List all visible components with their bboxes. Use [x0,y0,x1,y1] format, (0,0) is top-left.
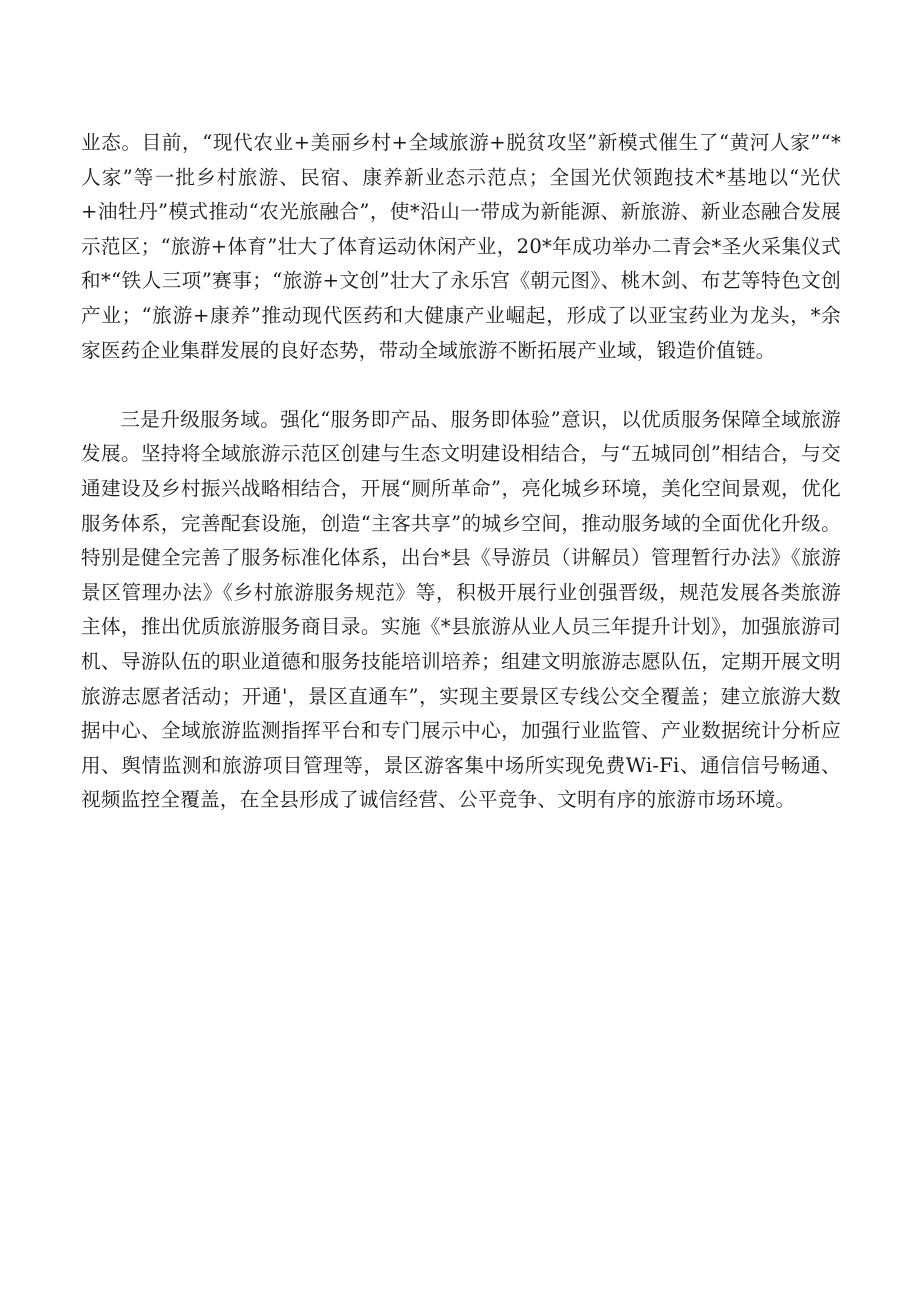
paragraph-continuation: 业态。目前，“现代农业+美丽乡村+全域旅游+脱贫攻坚”新模式催生了“黄河人家”“*人家”等一批乡村旅游、民宿、康养新业态示范点；全国光伏领跑技术*基地以“光伏+油牡丹”模式推动“农光旅融合”，使*沿山一带成为新能源、新旅游、新业态融合发展示范区；“旅游+体育”壮大了体育运动休闲产业，20*年成功举办二青会*圣火采集仪式和*“铁人三项”赛事；“旅游+文创”壮大了永乐宫《朝元图》、桃木剑、布艺等特色文创产业；“旅游+康养”推动现代医药和大健康产业崛起，形成了以亚宝药业为龙头，*余家医药企业集群发展的良好态势，带动全域旅游不断拓展产业域，锻造价值链。 [81,131,841,362]
paragraph-service-domain: 三是升级服务域。强化“服务即产品、服务即体验”意识，以优质服务保障全域旅游发展。坚持将全域旅游示范区创建与生态文明建设相结合，与“五城同创”相结合，与交通建设及乡村振兴战略相结合，开展“厕所革命”，亮化城乡环境，美化空间景观，优化服务体系，完善配套设施，创造“主客共享”的城乡空间，推动服务域的全面优化升级。特别是健全完善了服务标准化体系，出台*县《导游员（讲解员）管理暂行办法》《旅游景区管理办法》《乡村旅游服务规范》等，积极开展行业创强晋级，规范发展各类旅游主体，推出优质旅游服务商目录。实施《*县旅游从业人员三年提升计划》，加强旅游司机、导游队伍的职业道德和服务技能培训培养；组建文明旅游志愿队伍，定期开展文明旅游志愿者活动；开通'，景区直通车”，实现主要景区专线公交全覆盖；建立旅游大数据中心、全域旅游监测指挥平台和专门展示中心，加强行业监管、产业数据统计分析应用、舆情监测和旅游项目管理等，景区游客集中场所实现免费Wi-Fi、通信信号畅通、视频监控全覆盖，在全县形成了诚信经营、公平竞争、文明有序的旅游市场环境。 [81,407,841,812]
document-body [81,126,841,818]
